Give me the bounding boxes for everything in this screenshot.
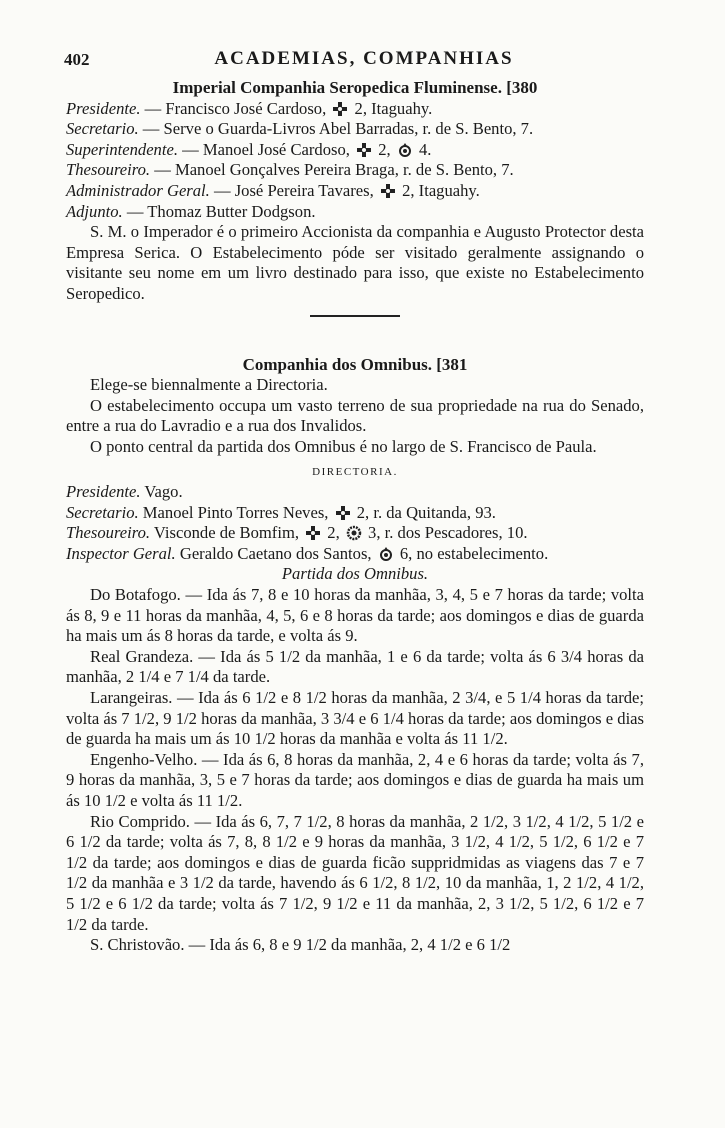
route-entry: Larangeiras. — Ida ás 6 1/2 e 8 1/2 horas da manhãa, 2 3/4, e 5 1/4 horas da tarde; volta ás 7 1/2, 9 1/2 horas da manhãa, 3 3/4 e 6 1/4 horas da tarde; aos domingos e dias de guarda ha mais um ás 10 1/2 horas da manhãa e volta ás 11 1/2. (66, 688, 644, 749)
route-entry: Do Botafogo. — Ida ás 7, 8 e 10 horas da manhãa, 3, 4, 5 e 7 horas da tarde; volta ás 8, 9 e 11 horas da manhãa, 4, 5, 6 e 8 horas da tarde; aos domingos e dias de guarda ha mais um ás 8 horas da tarde, e volta ás 9. (66, 585, 644, 646)
directory-heading: DIRECTORIA. (312, 465, 398, 478)
directory-line: Secretario. Manoel Pinto Torres Neves, 2, r. da Quitanda, 93. (66, 502, 496, 522)
officer-list-seropedica (66, 99, 644, 223)
paragraph: O ponto central da partida dos Omnibus é no largo de S. Francisco de Paula. (90, 436, 597, 456)
paragraph: O estabelecimento occupa um vasto terreno de sua propriedade na rua do Senado, entre a rua do Lavradio e a rua dos Invalidos. (66, 395, 644, 436)
page-body (66, 76, 644, 956)
schedule-heading: Partida dos Omnibus. (281, 564, 429, 584)
directory-line: Thesoureiro. Visconde de Bomfim, 2, 3, r. dos Pescadores, 10. (66, 523, 528, 543)
officer-line: Superintendente. — Manoel José Cardoso, 2, 4. (66, 139, 432, 159)
route-entry: Real Grandeza. — Ida ás 5 1/2 da manhãa, 1 e 6 da tarde; volta ás 6 3/4 horas da manhãa, 2 1/4 e 7 1/4 da tarde. (66, 646, 644, 687)
route-list (66, 585, 644, 956)
page-number: 402 (64, 50, 90, 69)
section-divider (310, 315, 400, 317)
running-header (64, 46, 664, 72)
officer-line: Administrador Geral. — José Pereira Tavares, 2, Itaguahy. (66, 180, 480, 200)
directory-list (66, 482, 644, 564)
wreath-order-icon (346, 525, 362, 541)
officer-line: Thesoureiro. — Manoel Gonçalves Pereira Braga, r. de S. Bento, 7. (66, 160, 514, 180)
paragraph: Elege-se biennalmente a Directoria. (90, 375, 328, 395)
cross-order-icon (332, 101, 348, 117)
rose-order-icon (397, 142, 413, 158)
section-title-seropedica: Imperial Companhia Seropedica Fluminense. [380 (172, 78, 538, 97)
directory-line: Inspector Geral. Geraldo Caetano dos Santos, 6, no estabelecimento. (66, 543, 549, 563)
route-entry: Engenho-Velho. — Ida ás 6, 8 horas da manhãa, 2, 4 e 6 horas da tarde; volta ás 7, 9 horas da manhãa, 3, 5 e 7 horas da tarde; aos domingos e dias de guarda ha mais um ás 10 1/2 e volta ás 11 1/2. (66, 749, 644, 810)
route-entry: Rio Comprido. — Ida ás 6, 7, 7 1/2, 8 horas da manhãa, 2 1/2, 3 1/2, 4 1/2, 5 1/2 e 6 1/2 da tarde; volta ás 7, 8, 8 1/2 e 9 horas da manhãa, 3 1/2, 4 1/2, 5 1/2, 6 1/2 e 7 1/2 da tarde; aos domingos e dias de guarda ficão suppridmidas as viagens das 7 e 7 1/2 da manhãa e 3 1/2 da tarde, havendo ás 6 1/2, 8 1/2, 10 da manhãa, 1, 2 1/2, 4 1/2, 5 1/2 e 6 1/2 da tarde; volta ás 7 1/2, 9 1/2 e 11 da manhãa, 2, 3 1/2, 5 1/2, 6 1/2 e 7 1/2 da tarde. (66, 811, 644, 934)
cross-order-icon (380, 183, 396, 199)
officer-line: Adjunto. — Thomaz Butter Dodgson. (66, 201, 316, 221)
cross-order-icon (335, 505, 351, 521)
officer-line: Presidente. — Francisco José Cardoso, 2, Itaguahy. (66, 98, 433, 118)
officer-line: Secretario. — Serve o Guarda-Livros Abel Barradas, r. de S. Bento, 7. (66, 119, 534, 139)
route-entry: S. Christovão. — Ida ás 6, 8 e 9 1/2 da manhãa, 2, 4 1/2 e 6 1/2 (90, 935, 511, 955)
directory-line: Presidente. Vago. (66, 482, 183, 502)
cross-order-icon (356, 142, 372, 158)
paragraph-seropedica: S. M. o Imperador é o primeiro Accionista da companhia e Augusto Protector desta Empresa Serica. O Estabelecimento póde ser visitado geralmente assignando o visitante seu nome em um livro destinado para isso, que existe no Estabelecimento Seropedico. (66, 222, 644, 303)
running-title: ACADEMIAS, COMPANHIAS (214, 48, 514, 69)
rose-order-icon (378, 546, 394, 562)
section-title-omnibus: Companhia dos Omnibus. [381 (242, 354, 468, 374)
cross-order-icon (305, 525, 321, 541)
